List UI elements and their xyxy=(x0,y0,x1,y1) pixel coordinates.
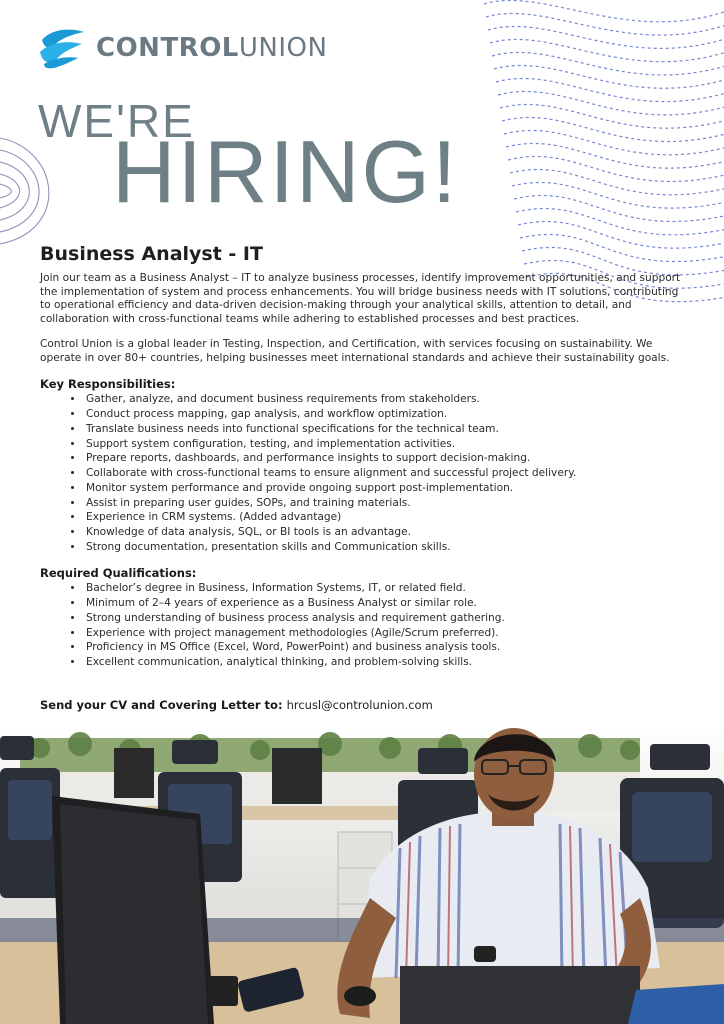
list-item: • Minimum of 2–4 years of experience as a Business Analyst or similar role. xyxy=(84,597,685,611)
list-item: • Experience with project management methodologies (Agile/Scrum preferred). xyxy=(84,627,685,641)
list-item: • Excellent communication, analytical thinking, and problem-solving skills. xyxy=(84,656,685,670)
wave-line xyxy=(520,234,724,261)
qualifications-heading: Required Qualifications: xyxy=(40,565,197,580)
list-item: • Monitor system performance and provide ongoing support post-implementation. xyxy=(84,482,685,496)
wave-line xyxy=(494,65,724,88)
office-photo-illustration xyxy=(0,728,724,1024)
list-item: • Prepare reports, dashboards, and performance insights to support decision-making. xyxy=(84,452,685,466)
list-item: • Knowledge of data analysis, SQL, or BI tools is an advantage. xyxy=(84,526,685,540)
wave-line xyxy=(502,117,724,141)
list-item: • Experience in CRM systems. (Added advantage) xyxy=(84,511,685,525)
wave-line xyxy=(522,247,724,274)
list-item: • Assist in preparing user guides, SOPs, and training materials. xyxy=(84,497,685,511)
intro-paragraph: Join our team as a Business Analyst – IT to analyze business processes, identify improvement opportunities, and support the implementation of system and process enhancements. You will bridge business needs with IT solutions, contributing to operational efficiency and data-driven decision-making through your analytical skills, attention to detail, and collaboration with cross-functional teams while adhering to established processes and best practices. xyxy=(40,272,681,325)
list-item: • Proficiency in MS Office (Excel, Word, PowerPoint) and business analysis tools. xyxy=(84,641,685,655)
responsibilities-list xyxy=(40,393,685,554)
job-description xyxy=(40,272,685,682)
apply-email-link[interactable]: hrcusl@controlunion.com xyxy=(286,698,433,712)
list-item: • Strong understanding of business process analysis and requirement gathering. xyxy=(84,612,685,626)
logo-wordmark xyxy=(96,33,327,63)
list-item: • Support system configuration, testing, and implementation activities. xyxy=(84,438,685,452)
headline-were: WE'RE xyxy=(38,95,195,147)
wave-pattern-decoration xyxy=(474,0,724,310)
list-item: • Collaborate with cross-functional teams to ensure alignment and successful project delivery. xyxy=(84,467,685,481)
responsibilities-heading: Key Responsibilities: xyxy=(40,376,176,391)
qualifications-list xyxy=(40,582,685,670)
list-item: • Translate business needs into functional specifications for the technical team. xyxy=(84,423,685,437)
company-paragraph: Control Union is a global leader in Testing, Inspection, and Certification, with services focusing on sustainability. We operate in over 80+ countries, helping businesses meet international standards and achieve their sustainability goals. xyxy=(40,338,670,364)
list-item: • Strong documentation, presentation skills and Communication skills. xyxy=(84,541,685,555)
wave-line xyxy=(512,182,724,208)
wave-line xyxy=(496,78,724,101)
wave-line xyxy=(506,143,724,168)
logo-swoosh-icon xyxy=(38,26,86,70)
office-photo xyxy=(0,728,724,1024)
wave-line xyxy=(504,130,724,154)
list-item: • Bachelor’s degree in Business, Information Systems, IT, or related field. xyxy=(84,582,685,596)
wave-line xyxy=(518,221,724,248)
list-item: • Conduct process mapping, gap analysis, and workflow optimization. xyxy=(84,408,685,422)
job-title: Business Analyst - IT xyxy=(40,243,263,265)
wave-line xyxy=(484,0,724,21)
control-union-logo xyxy=(38,26,327,70)
headline-hiring: HIRING! xyxy=(112,122,459,221)
wave-line xyxy=(498,91,724,114)
wave-line xyxy=(514,195,724,221)
logo-word-union: UNION xyxy=(238,33,328,63)
wave-line xyxy=(486,13,724,35)
logo-word-control: CONTROL xyxy=(96,33,239,63)
apply-instructions xyxy=(40,698,433,712)
apply-label: Send your CV and Covering Letter to: xyxy=(40,698,283,712)
list-item: • Gather, analyze, and document business requirements from stakeholders. xyxy=(84,393,685,407)
wave-line xyxy=(516,208,724,234)
